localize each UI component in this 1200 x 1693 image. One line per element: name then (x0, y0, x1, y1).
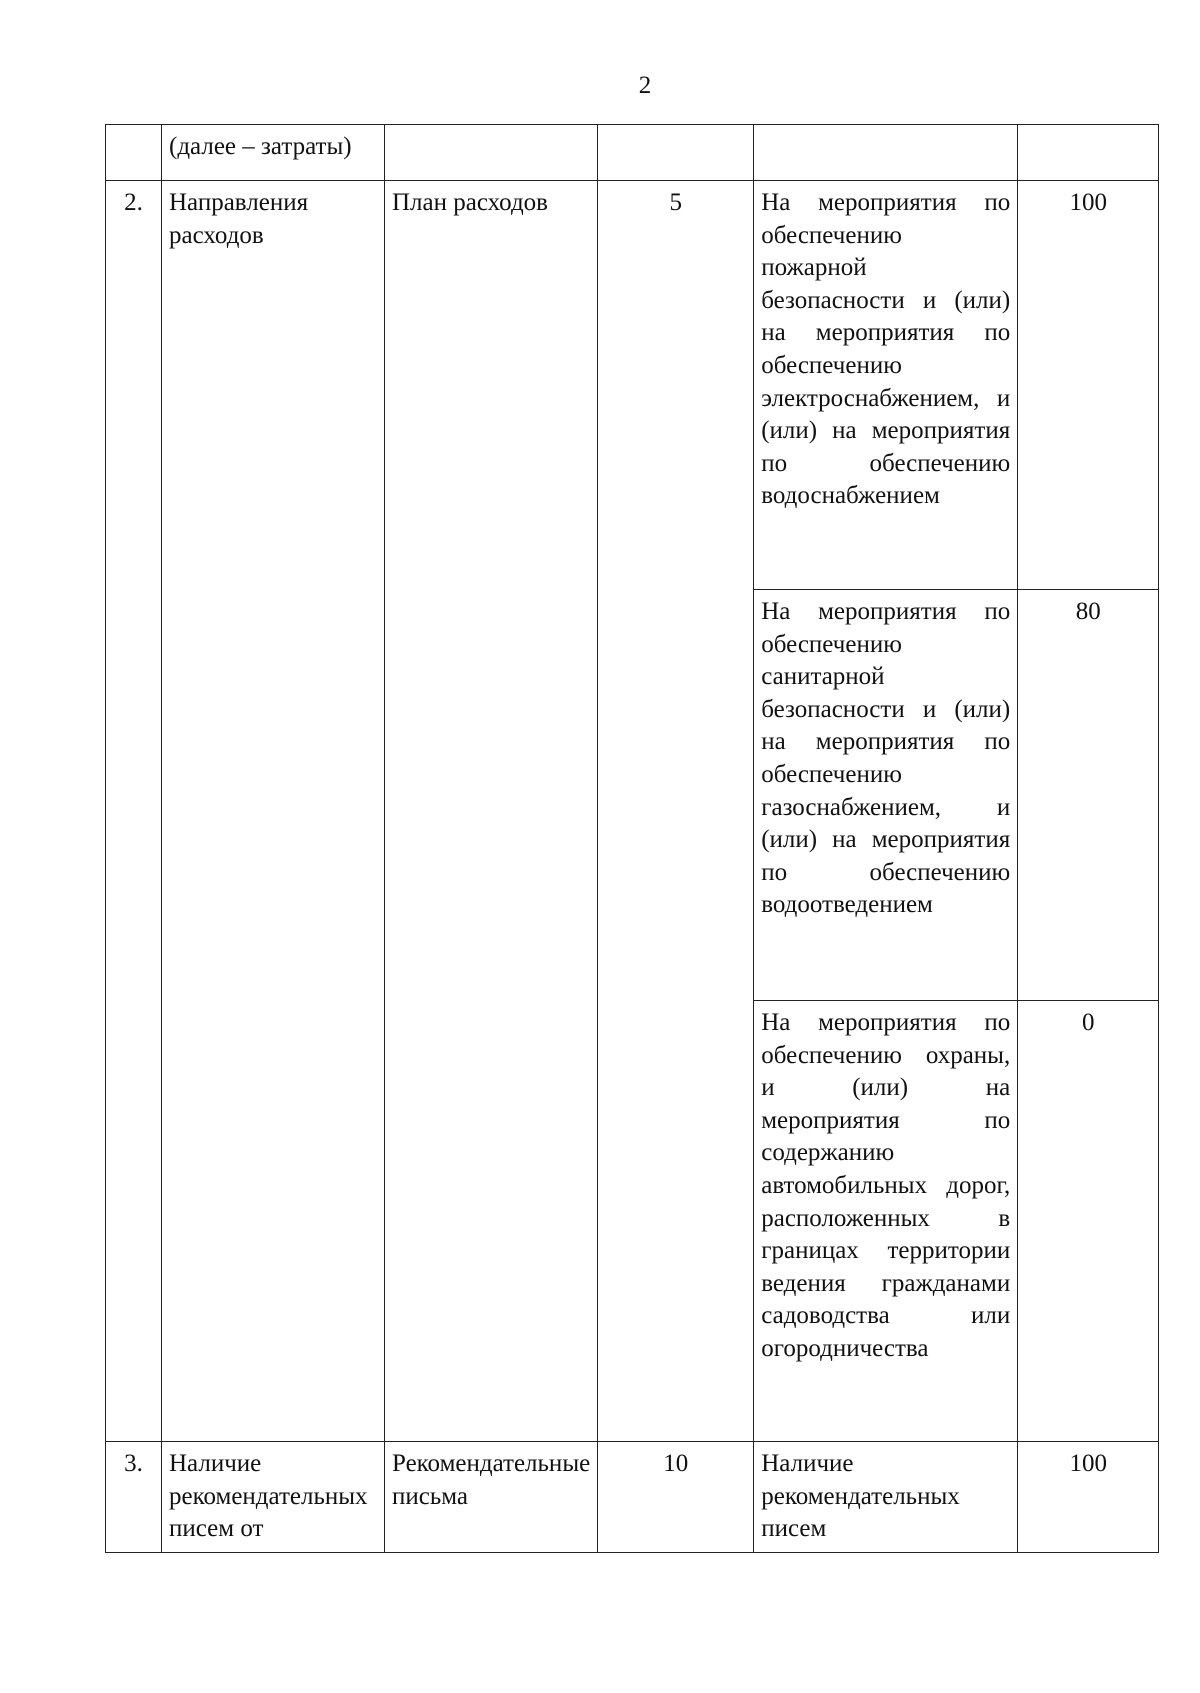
page-number: 2 (638, 72, 652, 99)
score-cell: 0 (1018, 1001, 1159, 1442)
score-cell: 80 (1018, 590, 1159, 1001)
description-cell: На мероприятия по обеспечению пожарной безопасности и (или) на мероприятия по обеспечению электроснабжением, и (или) на мероприятия по обеспечению водоснабжением (754, 181, 1018, 590)
weight-cell: 5 (598, 181, 754, 1442)
source-cell: План расходов (385, 181, 598, 1442)
table-row (106, 1442, 1159, 1553)
description-cell: На мероприятия по обеспечению охраны, и (или) на мероприятия по содержанию автомобильных дорог, расположенных в границах территории ведения гражданами садоводства или огородничества (754, 1001, 1018, 1442)
weight-cell: 10 (598, 1442, 754, 1553)
description-cell (754, 125, 1018, 181)
criterion-cell: (далее – затраты) (162, 125, 385, 181)
description-cell: На мероприятия по обеспечению санитарной безопасности и (или) на мероприятия по обеспечению газоснабжением, и (или) на мероприятия по обеспечению водоотведением (754, 590, 1018, 1001)
weight-cell (598, 125, 754, 181)
description-cell: Наличие рекомендательных писем (754, 1442, 1018, 1553)
table-row (106, 125, 1159, 181)
criterion-cell: Наличие рекомендательных писем от (162, 1442, 385, 1553)
score-cell: 100 (1018, 1442, 1159, 1553)
source-cell (385, 125, 598, 181)
row-number (106, 125, 162, 181)
score-cell: 100 (1018, 181, 1159, 590)
criterion-cell: Направления расходов (162, 181, 385, 1442)
row-number: 2. (106, 181, 162, 1442)
source-cell: Рекомендательные письма (385, 1442, 598, 1553)
table-row (106, 181, 1159, 590)
score-cell (1018, 125, 1159, 181)
row-number: 3. (106, 1442, 162, 1553)
criteria-table (105, 124, 1159, 1553)
